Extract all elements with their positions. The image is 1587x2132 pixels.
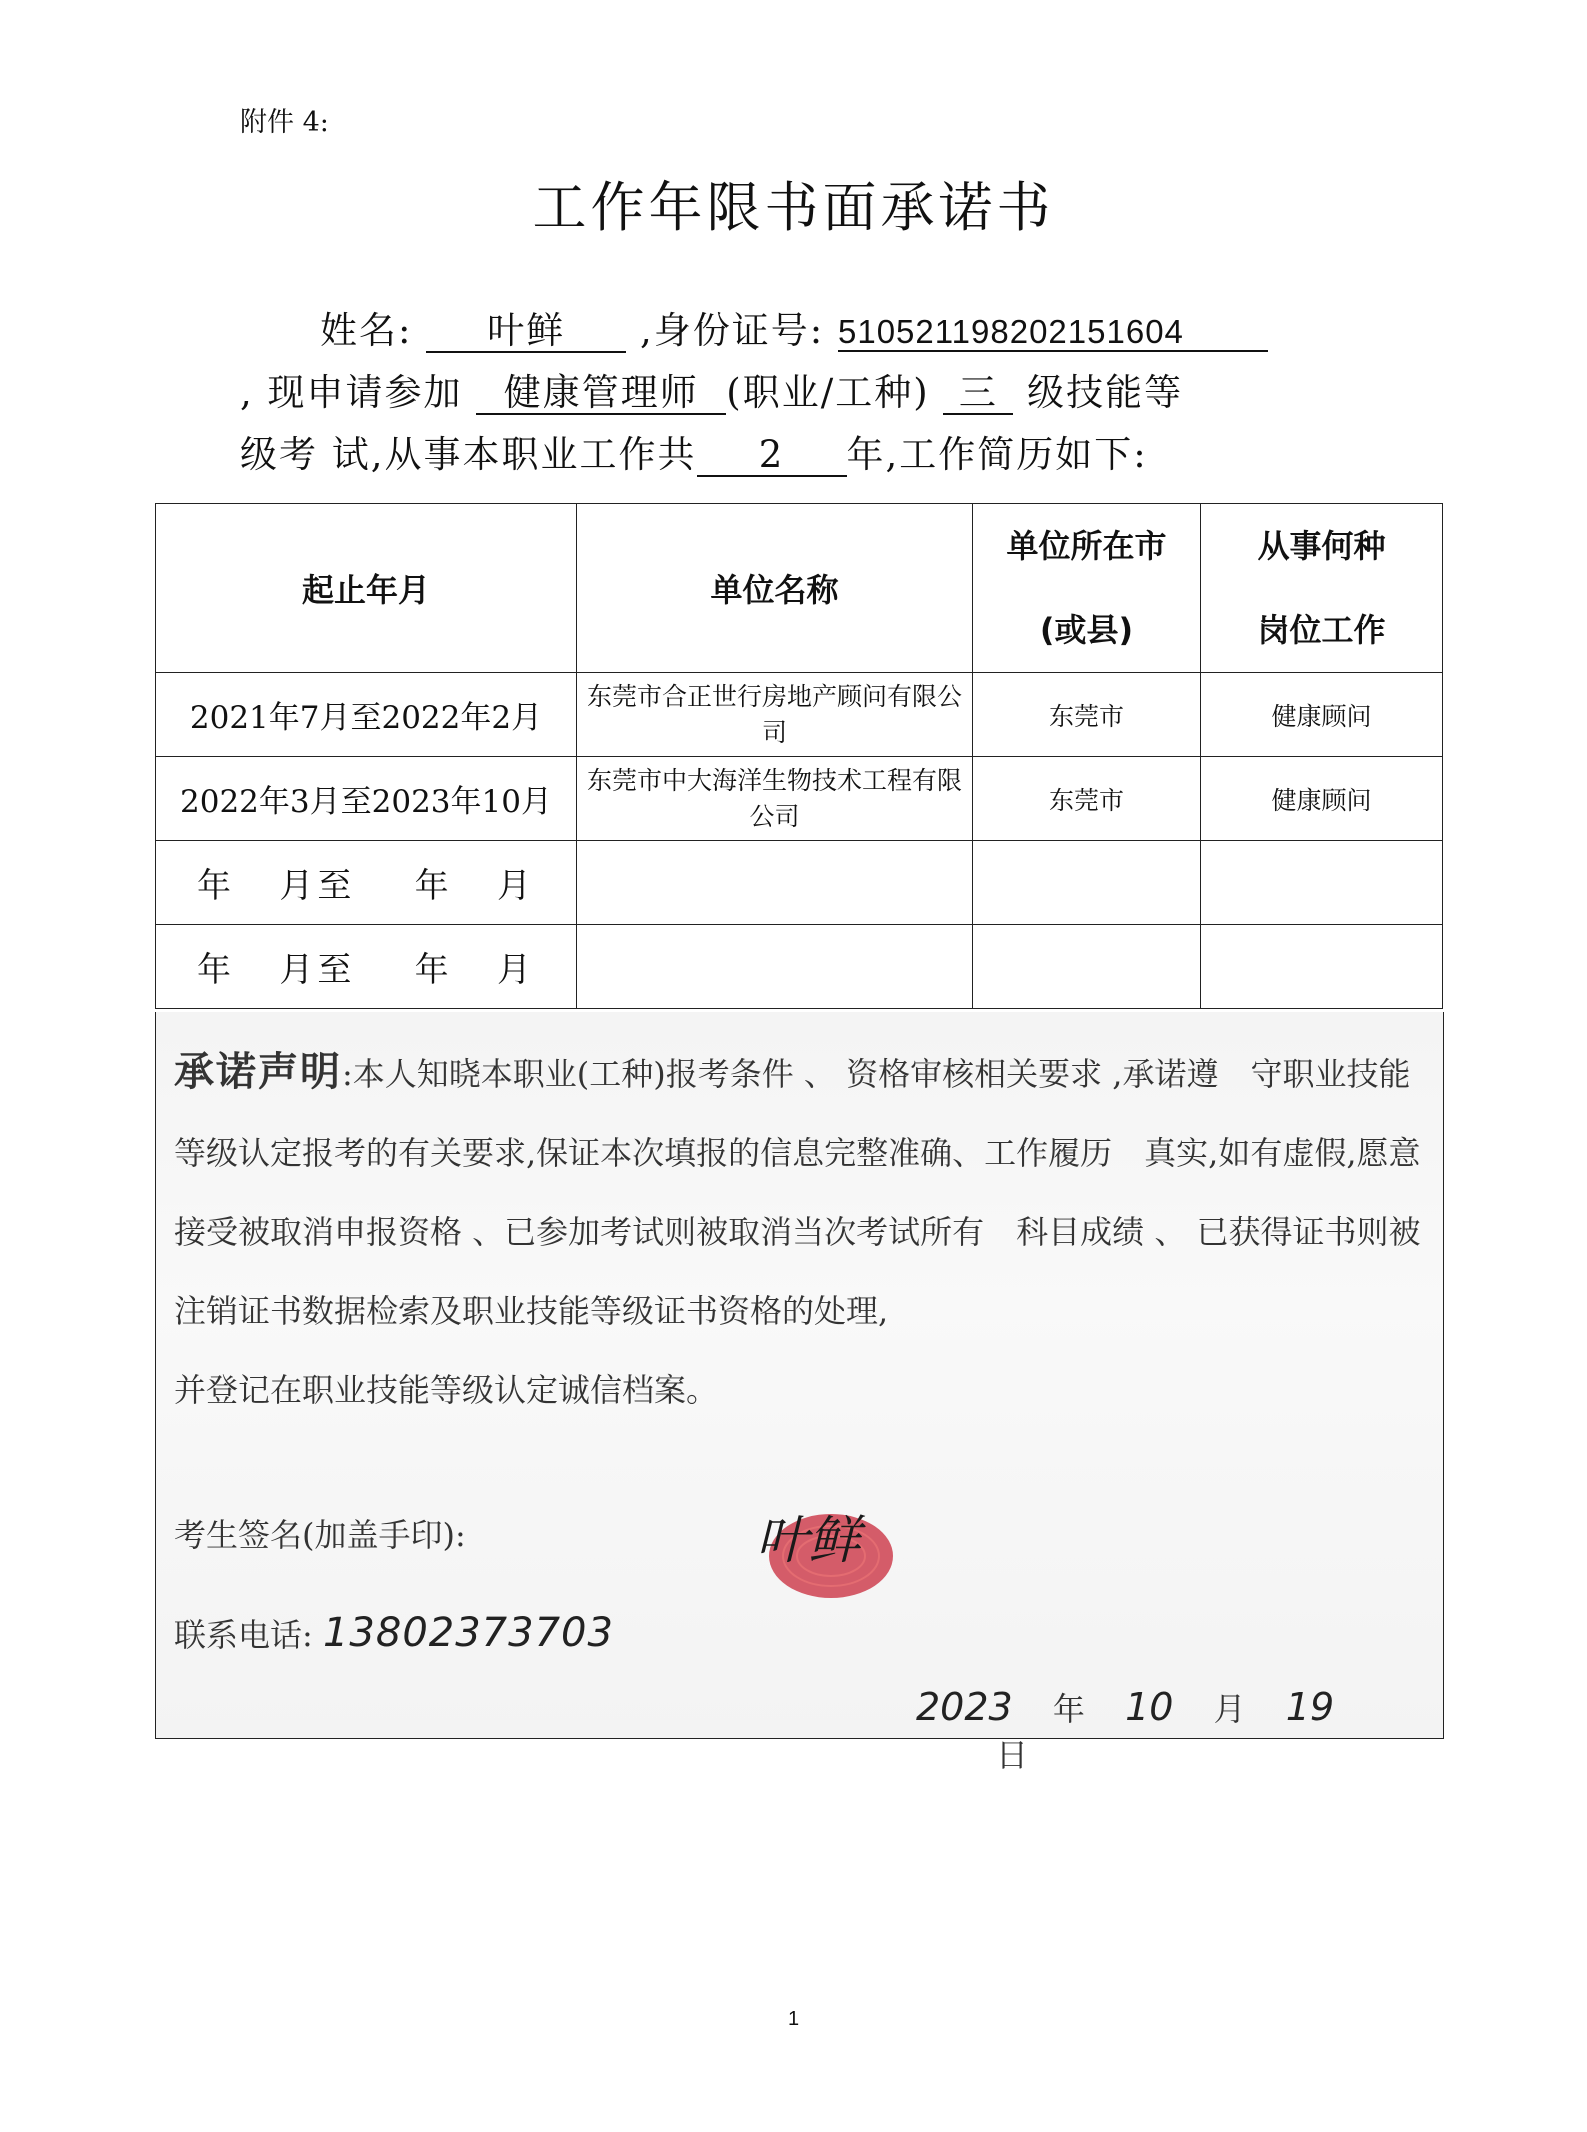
document-title: 工作年限书面承诺书 (532, 176, 1055, 239)
row-job-empty (1201, 925, 1443, 1009)
phone-row (174, 1610, 614, 1656)
row-job: 健康顾问 (1201, 673, 1443, 757)
date-row (916, 1684, 1443, 1776)
page-number: 1 (787, 2008, 800, 2030)
row-period-empty: 年 月至 年 月 (156, 841, 577, 925)
table-row (156, 757, 1443, 841)
row-city: 东莞市 (973, 757, 1201, 841)
date-month-label: 月 (1213, 1690, 1246, 1728)
level-suffix: 级技能等 (1027, 371, 1184, 414)
header-job-line2: 岗位工作 (1257, 611, 1386, 649)
years-suffix: 年,工作简历如下: (846, 433, 1148, 476)
row-city: 东莞市 (973, 673, 1201, 757)
exam-prefix: 级考 试,从事本职业工作共 (240, 433, 697, 476)
row-city-empty (973, 925, 1201, 1009)
date-day: 19 (1285, 1685, 1335, 1729)
signature-value: 叶鲜 (756, 1511, 861, 1571)
row-period: 2022年3月至2023年10月 (156, 757, 577, 841)
intro-line-1 (320, 300, 1268, 354)
header-city (973, 504, 1201, 673)
row-unit-empty (577, 925, 973, 1009)
table-row-empty (156, 925, 1443, 1009)
level-value: 三 (943, 374, 1013, 415)
table-row (156, 673, 1443, 757)
signature-row (174, 1510, 466, 1556)
header-unit: 单位名称 (577, 504, 973, 673)
pledge-heading: 承诺声明 (174, 1048, 342, 1095)
intro-line-3 (240, 424, 1148, 478)
occupation-suffix: (职业/工种) (726, 371, 930, 414)
name-value: 叶鲜 (426, 312, 626, 353)
annex-label: 附件 4: (240, 107, 329, 138)
table-row-empty (156, 841, 1443, 925)
phone-label: 联系电话: (174, 1616, 313, 1654)
id-label: ,身份证号: (640, 309, 825, 352)
pledge-section (155, 1012, 1444, 1774)
name-label: 姓名: (320, 309, 413, 352)
intro-line-2 (240, 362, 1183, 416)
header-city-line2: (或县) (1039, 611, 1134, 649)
row-unit: 东莞市合正世行房地产顾问有限公司 (577, 673, 973, 757)
fingerprint-stamp (746, 1498, 896, 1608)
header-job-line1: 从事何种 (1257, 527, 1386, 565)
date-year-label: 年 (1052, 1690, 1085, 1728)
date-month: 10 (1125, 1685, 1174, 1729)
row-period-empty: 年 月至 年 月 (156, 925, 577, 1009)
signature-label: 考生签名(加盖手印): (174, 1516, 466, 1554)
table-header-row (156, 504, 1443, 673)
row-unit-empty (577, 841, 973, 925)
pledge-text (174, 1032, 1424, 1430)
phone-value: 13802373703 (322, 1610, 614, 1656)
header-city-line1: 单位所在市 (1006, 527, 1167, 565)
pledge-body-2: 并登记在职业技能等级认定诚信档案。 (174, 1371, 719, 1409)
pledge-body: :本人知晓本职业(工种)报考条件 、 资格审核相关要求 ,承诺遵 守职业技能等级认定报考的有关要求,保证本次填报的信息完整准确、工作履历 真实,如有虚假,愿意接受被取消申报资格 、已参加考试则被取消当次考试所有 科目成绩 、 已获得证书则被注销证书数据检索及职业技能等级证书资格的处理, (174, 1055, 1421, 1330)
id-value: 510521198202151604 (838, 315, 1268, 352)
row-job: 健康顾问 (1201, 757, 1443, 841)
header-job (1201, 504, 1443, 673)
apply-prefix: , 现申请参加 (240, 371, 463, 414)
row-unit: 东莞市中大海洋生物技术工程有限公司 (577, 757, 973, 841)
work-history-table (155, 503, 1443, 1009)
header-period: 起止年月 (156, 504, 577, 673)
date-day-label: 日 (996, 1736, 1029, 1774)
row-period: 2021年7月至2022年2月 (156, 673, 577, 757)
occupation-value: 健康管理师 (476, 374, 726, 415)
date-year: 2023 (916, 1685, 1013, 1729)
row-city-empty (973, 841, 1201, 925)
years-value: 2 (697, 436, 847, 477)
row-job-empty (1201, 841, 1443, 925)
